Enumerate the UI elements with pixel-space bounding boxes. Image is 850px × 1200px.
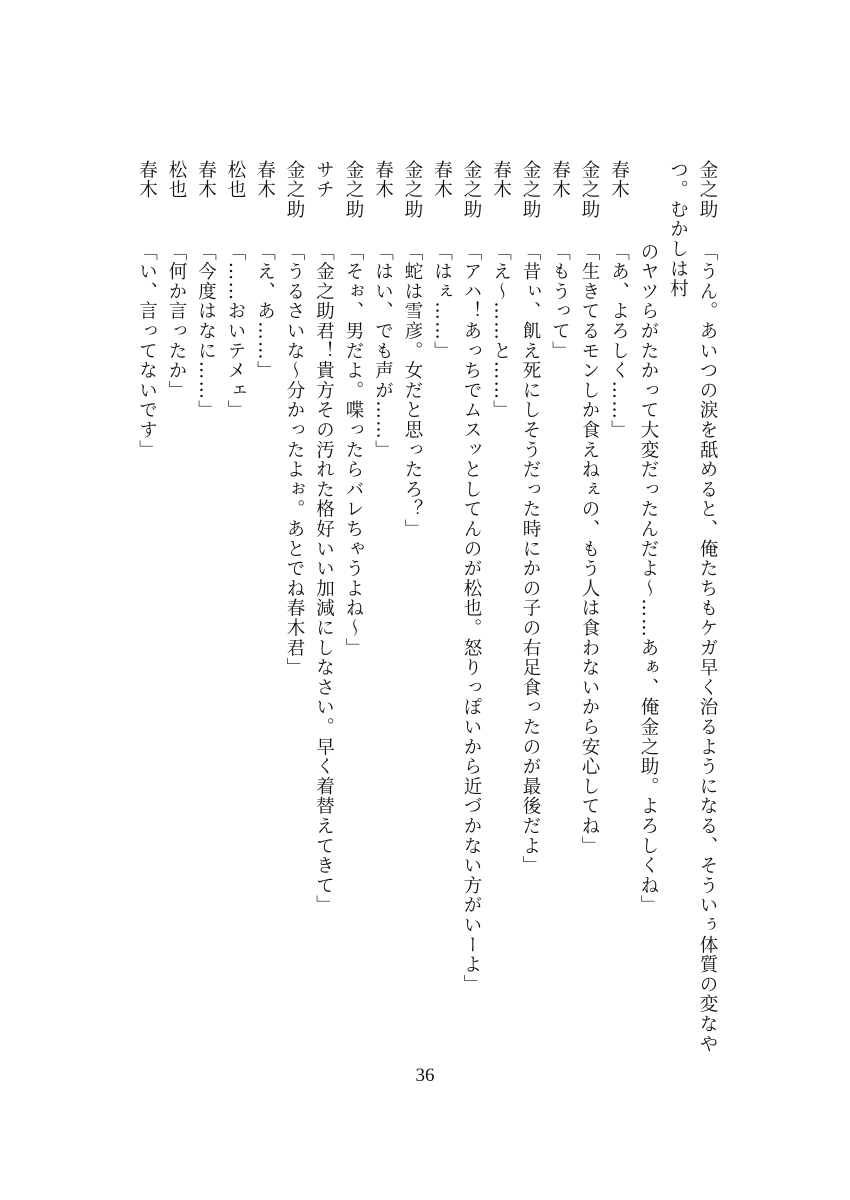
- speaker-name: 春木: [549, 160, 571, 200]
- dialogue-text: 「もうって」: [549, 242, 571, 361]
- dialogue-line: [545, 160, 575, 1080]
- speaker-name: 金之助: [402, 160, 423, 220]
- speaker-name: 春木: [254, 160, 276, 200]
- dialogue-line: [250, 160, 280, 1080]
- speaker-name: 春木: [136, 160, 158, 200]
- dialogue-line: [575, 160, 605, 1080]
- dialogue-line: [663, 160, 722, 1080]
- speaker-name: 松也: [225, 160, 246, 200]
- dialogue-text: 「い、言ってないです」: [136, 242, 158, 460]
- speaker-name: 春木: [490, 160, 512, 200]
- speaker-name: サチ: [313, 160, 335, 200]
- dialogue-line: [634, 160, 664, 1080]
- speaker-name: 春木: [431, 160, 453, 200]
- speaker-name: 春木: [608, 160, 630, 200]
- page-number: 36: [415, 1065, 435, 1086]
- speaker-name: 金之助: [520, 160, 541, 220]
- vertical-script-text: [132, 160, 722, 1080]
- speaker-name: 金之助: [579, 160, 600, 220]
- dialogue-line: [457, 160, 487, 1080]
- dialogue-line: [427, 160, 457, 1080]
- speaker-name: 春木: [195, 160, 217, 200]
- dialogue-line: [339, 160, 369, 1080]
- dialogue-line: [398, 160, 428, 1080]
- dialogue-text: 「あ、よろしく……」: [608, 242, 630, 440]
- dialogue-line: [486, 160, 516, 1080]
- dialogue-text: 「昔ぃ、飢え死にしそうだった時にかの子の右足食ったのが最後だよ」: [520, 242, 541, 876]
- speaker-name: 松也: [166, 160, 187, 200]
- dialogue-text: 「はぇ……」: [431, 242, 453, 361]
- dialogue-text: 「今度はなに……」: [195, 242, 217, 421]
- dialogue-text: 「そぉ、男だよ。喋ったらバレちゃうよね〜」: [343, 242, 364, 658]
- dialogue-text: 「はい、でも声が……」: [372, 242, 394, 460]
- dialogue-text: 「え、あ……」: [254, 242, 276, 381]
- dialogue-line: [604, 160, 634, 1080]
- dialogue-text: 「金之助君！貴方その汚れた格好いい加減にしなさい。早く着替えてきて」: [313, 242, 335, 916]
- dialogue-text: 「何か言ったか」: [166, 242, 187, 401]
- dialogue-line: [309, 160, 339, 1080]
- dialogue-text: 「蛇は雪彦。女だと思ったろ？」: [402, 242, 423, 539]
- dialogue-text: 「生きてるモンしか食えねぇの、もう人は食わないから安心してね」: [579, 242, 600, 856]
- dialogue-line: [191, 160, 221, 1080]
- dialogue-text: のヤツらがたかって大変だったんだよ〜……あぁ、俺金之助。よろしくね」: [638, 242, 659, 916]
- speaker-name: 金之助: [461, 160, 482, 220]
- speaker-name: 金之助: [284, 160, 305, 220]
- dialogue-text: 「え〜……と……」: [490, 242, 512, 421]
- dialogue-text: 「うん。あいつの涙を舐めると、俺たちもケガ早く治るようになる、そういぅ体質の変なやつ。むかしは村: [667, 160, 718, 1054]
- speaker-name: 春木: [372, 160, 394, 200]
- dialogue-text: 「アハ！あっちでムスッとしてんのが松也。怒りっぽいから近づかない方がいーよ」: [461, 242, 482, 995]
- speaker-name: 金之助: [343, 160, 364, 220]
- dialogue-line: [368, 160, 398, 1080]
- dialogue-line: [162, 160, 192, 1080]
- dialogue-text: 「うるさいな〜分かったよぉ。あとでね春木君」: [284, 242, 305, 678]
- dialogue-line: [280, 160, 310, 1080]
- speaker-name: 金之助: [697, 160, 718, 220]
- dialogue-line: [221, 160, 251, 1080]
- dialogue-line: [132, 160, 162, 1080]
- dialogue-line: [516, 160, 546, 1080]
- dialogue-text: 「……おいテメェ」: [225, 242, 246, 421]
